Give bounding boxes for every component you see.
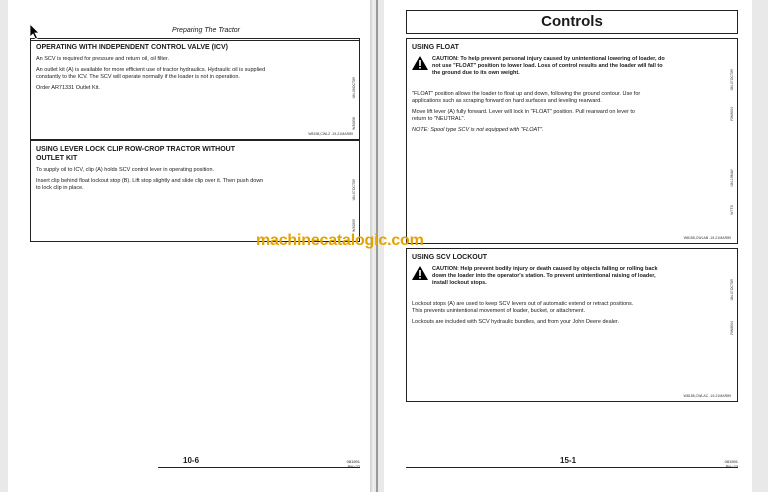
- page-number: 15-1: [560, 456, 577, 465]
- footer-rule: [406, 467, 738, 468]
- section-operating-icv: [30, 38, 360, 140]
- figure-code: UN-19MAY: [730, 169, 734, 187]
- mouse-cursor-icon: [30, 24, 42, 40]
- section-lever-lock-clip: [30, 140, 360, 242]
- page-pn: PN=23: [725, 464, 738, 469]
- page-footer-codes: [320, 459, 360, 469]
- reference-code: W8158,CWLAC -19-21MAR89: [683, 394, 731, 398]
- caution-block: [412, 266, 672, 296]
- figure-code: W30858: [352, 117, 356, 131]
- caution-text: CAUTION: Help prevent bodily injury or death caused by objects falling or rolling back down the loader into the operator's station. To prevent unintentional raising of loader, install lockout stops.: [432, 266, 658, 286]
- note: NOTE: Spool type SCV is not equipped with "FLOAT".: [412, 127, 544, 133]
- paragraph: Move lift lever (A) fully forward. Lever will lock in "FLOAT" position. Pull rearward on lever to return to "NEUTRAL".: [412, 109, 635, 122]
- figure-code: RW8604: [730, 321, 734, 335]
- paragraph: Insert clip behind float lockout stop (B). Lift stop slightly and slide clip over it. Then push down to lock clip in place.: [36, 178, 264, 191]
- right-page: [384, 0, 752, 492]
- page-date-code: 081591: [346, 459, 360, 464]
- caution-block: [412, 56, 672, 86]
- section-title: USING FLOAT: [412, 44, 459, 51]
- paragraph: An SCV is required for pressure and return oil, oil filter.: [36, 56, 169, 62]
- figure-code: UN-07OCT89: [730, 69, 734, 91]
- reference-code: W8158,CWLZ -19-21MAR89: [308, 132, 353, 136]
- page-number: 10-6: [183, 456, 200, 465]
- paragraph: "FLOAT" position allows the loader to float up and down, following the ground contour. Use for applications such as scraping forward on hard surfaces and leveling rearward.: [412, 91, 641, 104]
- figure-code: UN-07OCT89: [730, 279, 734, 301]
- figure-code: UN-06OCT89: [352, 77, 356, 99]
- figure-code: UN-07OCT89: [352, 179, 356, 201]
- warning-icon: [412, 56, 428, 70]
- watermark: machinecatalogic.com: [256, 232, 424, 249]
- figure-code: W30859: [352, 219, 356, 233]
- paragraph: An outlet kit (A) is available for more efficient use of tractor hydraulics. Hydraulic oil is supplied constantly to the ICV. The SCV will operate normally if the loader is not in operation.: [36, 67, 266, 80]
- chapter-title: Controls: [406, 10, 738, 34]
- section-title: USING LEVER LOCK CLIP ROW-CROP TRACTOR WITHOUT OUTLET KIT: [36, 146, 235, 162]
- paragraph: Lockout stops (A) are used to keep SCV levers out of automatic extend or retract positions. This prevents unintentional movement of loader, bucket, or attachment.: [412, 301, 634, 314]
- section-using-float: [406, 38, 738, 244]
- figure-code: RW8604: [730, 107, 734, 121]
- warning-icon: [412, 266, 428, 280]
- running-title: Preparing The Tractor: [172, 27, 240, 34]
- section-scv-lockout: [406, 248, 738, 402]
- reference-code: W8158,CWLAB -19-21MAR89: [683, 236, 731, 240]
- page-footer-codes: [698, 459, 738, 469]
- section-title: USING SCV LOCKOUT: [412, 254, 488, 261]
- page-pn: PN=22: [347, 464, 360, 469]
- paragraph: Order AR71331 Outlet Kit.: [36, 85, 100, 91]
- section-title: OPERATING WITH INDEPENDENT CONTROL VALVE (ICV): [36, 44, 228, 51]
- caution-text: CAUTION: To help prevent personal injury caused by unintentional lowering of loader, do not use "FLOAT" position to lower load. Loss of control results and the loader will fall to the ground due to its own weight.: [432, 56, 665, 76]
- figure-code: W7TS: [730, 205, 734, 215]
- page-date-code: 081591: [724, 459, 738, 464]
- paragraph: To supply oil to ICV, clip (A) holds SCV control lever in operating position.: [36, 167, 215, 173]
- paragraph: Lockouts are included with SCV hydraulic bundles, and from your John Deere dealer.: [412, 319, 619, 325]
